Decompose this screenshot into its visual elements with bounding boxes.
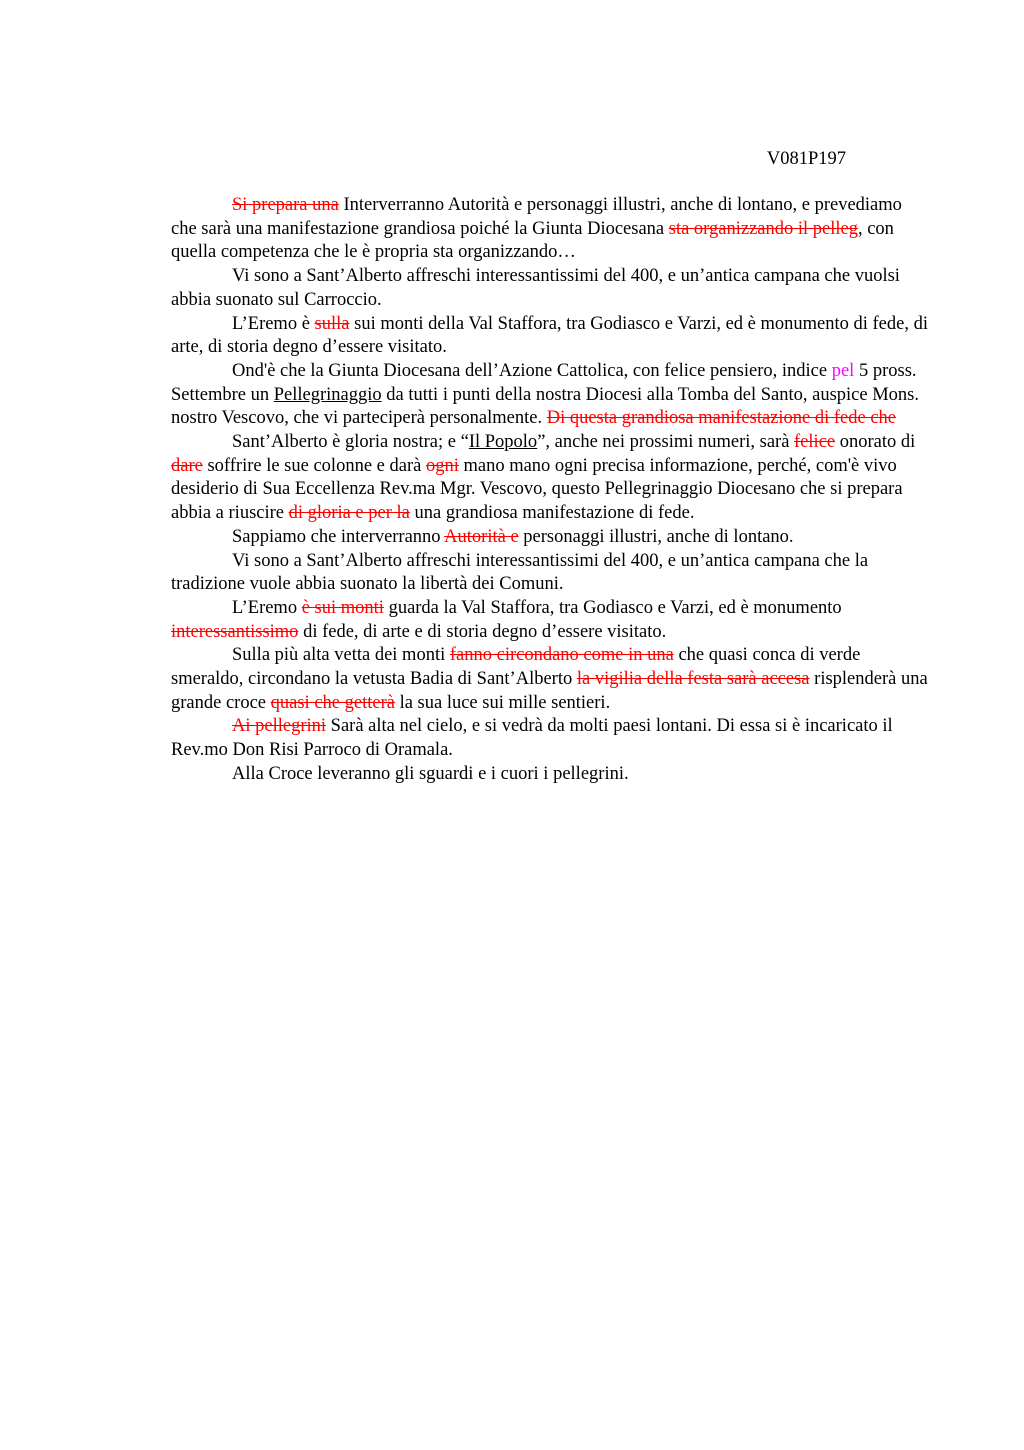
- inserted-text: pel: [831, 360, 855, 381]
- text-run: sui monti della Val Staffora, tra Godiasco e Varzi, ed è monumento di fede, di arte, di storia degno d’essere visitato.: [171, 313, 928, 358]
- paragraph: [171, 265, 931, 312]
- text-run: risplenderà una grande croce: [171, 669, 928, 713]
- deleted-text: Di questa grandiosa manifestazione di fede che: [546, 408, 897, 429]
- paragraph: [171, 550, 931, 597]
- deleted-text: felice: [794, 432, 836, 453]
- text-run: una grandiosa manifestazione di fede.: [409, 503, 695, 524]
- text-run: onorato di: [835, 432, 916, 453]
- text-run: Alla Croce leveranno gli sguardi e i cuori i pellegrini.: [232, 763, 629, 784]
- text-run: soffrire le sue colonne e darà: [202, 455, 426, 476]
- deleted-text: la vigilia della festa sarà accesa: [576, 669, 810, 690]
- text-run: Sappiamo che interverranno: [232, 526, 445, 547]
- paragraph: [171, 313, 931, 360]
- deleted-text: interessantissimo: [171, 621, 299, 642]
- deleted-text: Ai pellegrini: [232, 716, 327, 737]
- page-id: V081P197: [766, 149, 846, 169]
- text-run: personaggi illustri, anche di lontano.: [518, 526, 794, 547]
- text-run: che quasi conca di verde smeraldo, circondano la vetusta Badia di Sant’Alberto: [171, 645, 861, 690]
- underlined-text: Pellegrinaggio: [273, 384, 382, 405]
- paragraph: [171, 597, 931, 644]
- text-run: Sulla più alta vetta dei monti: [232, 645, 450, 666]
- deleted-text: dare: [171, 455, 203, 476]
- underlined-text: Il Popolo: [468, 432, 538, 453]
- deleted-text: Si prepara una: [232, 195, 339, 215]
- text-run: mano mano ogni precisa informazione, perché, com'è vivo desiderio di Sua Eccellenza Rev.ma Mgr. Vescovo, questo Pellegrinaggio Diocesano che si prepara abbia a riuscire: [171, 455, 903, 524]
- text-run: guarda la Val Staffora, tra Godiasco e Varzi, ed è monumento: [383, 597, 842, 618]
- paragraph: [171, 431, 931, 526]
- text-run: da tutti i punti della nostra Diocesi alla Tomba del Santo, auspice Mons. nostro Vescovo, che vi parteciperà personalmente.: [171, 384, 920, 429]
- paragraph: [171, 644, 931, 715]
- paragraph: [171, 715, 931, 762]
- deleted-text: sta organizzando il pelleg: [668, 218, 858, 239]
- text-run: Ond'è che la Giunta Diocesana dell’Azione Cattolica, con felice pensiero, indice: [232, 360, 832, 381]
- deleted-text: quasi che getterà: [270, 692, 395, 713]
- deleted-text: di gloria e per la: [288, 503, 410, 524]
- text-run: L’Eremo è: [232, 313, 315, 334]
- deleted-text: sulla: [314, 313, 350, 334]
- paragraph: [171, 360, 931, 431]
- text-run: L’Eremo: [232, 597, 302, 618]
- text-run: Sant’Alberto è gloria nostra; e “: [232, 432, 469, 453]
- text-run: di fede, di arte e di storia degno d’essere visitato.: [298, 621, 667, 642]
- deleted-text: fanno circondano come in una: [449, 645, 674, 666]
- deleted-text: ogni: [425, 455, 459, 476]
- text-run: ”, anche nei prossimi numeri, sarà: [537, 432, 795, 453]
- deleted-text: Autorità e: [444, 526, 519, 547]
- text-run: Vi sono a Sant’Alberto affreschi interessantissimi del 400, e un’antica campana che vuolsi abbia suonato sul Carroccio.: [171, 266, 900, 310]
- paragraph: [171, 526, 931, 550]
- text-run: la sua luce sui mille sentieri.: [394, 692, 611, 713]
- paragraph: [171, 763, 931, 787]
- paragraph: [171, 194, 931, 265]
- deleted-text: è sui monti: [301, 597, 384, 618]
- document-body: [171, 194, 931, 787]
- text-run: , con quella competenza che le è propria sta organizzando…: [171, 218, 894, 263]
- text-run: 5 pross. Settembre un: [171, 360, 917, 405]
- text-run: Vi sono a Sant’Alberto affreschi interessantissimi del 400, e un’antica campana che la tradizione vuole abbia suonato la libertà dei Comuni.: [171, 550, 869, 595]
- text-run: Sarà alta nel cielo, e si vedrà da molti paesi lontani. Di essa si è incaricato il Rev.mo Don Risi Parroco di Oramala.: [171, 716, 893, 761]
- text-run: Interverranno Autorità e personaggi illustri, anche di lontano, e prevediamo che sarà una manifestazione grandiosa poiché la Giunta Diocesana: [171, 195, 902, 239]
